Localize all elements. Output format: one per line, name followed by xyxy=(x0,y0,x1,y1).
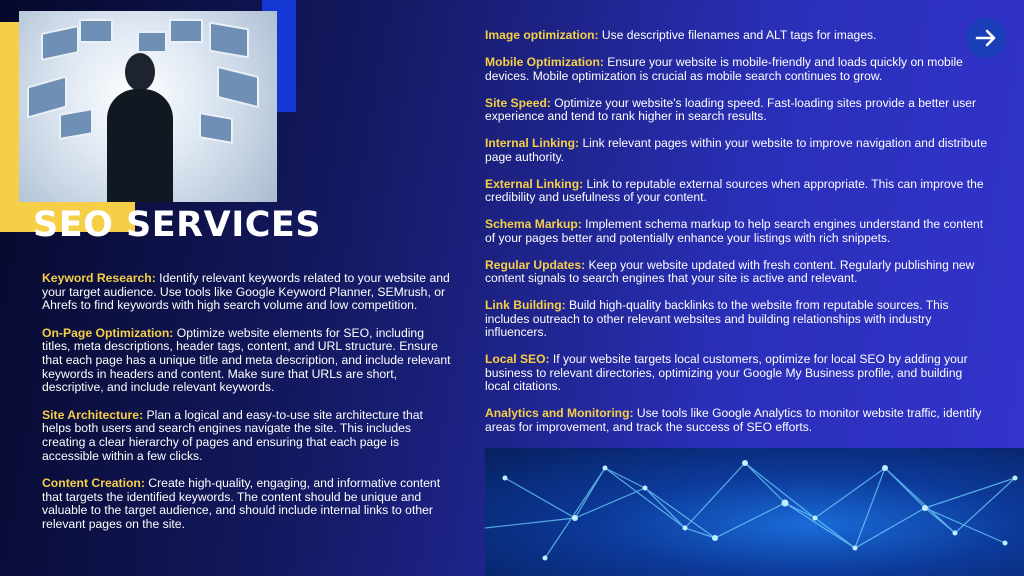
service-text: Link to reputable external sources when appropriate. This can improve the credibility and usefulness of your content. xyxy=(485,176,984,204)
service-label: Schema Markup: xyxy=(485,217,582,231)
service-text: Optimize your website's loading speed. Fast-loading sites provide a better user experience and tend to rank higher in search results. xyxy=(485,95,977,123)
service-text: Build high-quality backlinks to the website from reputable sources. This includes outreach to other relevant websites and building relationships with industry influencers. xyxy=(485,298,949,339)
page-title: SEO SERVICES xyxy=(33,205,322,245)
service-label: Site Speed: xyxy=(485,95,551,110)
service-label: Mobile Optimization: xyxy=(485,55,604,69)
network-graphic xyxy=(485,448,1024,576)
service-text: Identify relevant keywords related to your website and your target audience. Use tools like Google Keyword Planner, SEMrush, or Ahrefs to find keywords with high search volume and low competition. xyxy=(42,271,450,313)
next-slide-button[interactable] xyxy=(966,18,1006,58)
service-item xyxy=(485,97,990,124)
service-item xyxy=(485,29,990,43)
service-label: Image optimization: xyxy=(485,28,599,42)
service-item xyxy=(485,218,990,245)
service-label: On-Page Optimization: xyxy=(42,325,174,340)
service-label: Internal Linking: xyxy=(485,136,580,150)
service-label: Content Creation: xyxy=(42,476,145,491)
service-item xyxy=(485,299,990,340)
service-label: Regular Updates: xyxy=(485,257,586,272)
service-item xyxy=(42,409,452,463)
service-text: Ensure your website is mobile-friendly and loads quickly on mobile devices. Mobile optimization is crucial as mobile search continues to grow. xyxy=(485,55,963,83)
service-text: Optimize website elements for SEO, including titles, meta descriptions, header tags, content, and URL structure. Ensure that each page has a unique title and meta description, and include relevant keywords in headers and content. Make sure that URLs are short, descriptive, and include relevant keywords. xyxy=(42,325,451,395)
service-item xyxy=(485,353,990,394)
service-label: Link Building: xyxy=(485,298,566,312)
service-item xyxy=(485,178,990,205)
service-text: If your website targets local customers, optimize for local SEO by adding your business to relevant directories, optimizing your Google My Business profile, and building local citations. xyxy=(485,352,968,393)
service-text: Use descriptive filenames and ALT tags for images. xyxy=(598,28,877,42)
service-label: External Linking: xyxy=(485,176,584,191)
service-text: Keep your website updated with fresh content. Regularly publishing new content signals to search engines that your site is active and relevant. xyxy=(485,257,975,285)
service-label: Analytics and Monitoring: xyxy=(485,406,634,420)
service-item xyxy=(485,259,990,286)
right-column xyxy=(485,29,990,448)
hero-image xyxy=(19,11,277,202)
service-item xyxy=(42,327,452,395)
service-item xyxy=(42,477,452,531)
service-text: Implement schema markup to help search engines understand the content of your pages better and potentially enhance your listings with rich snippets. xyxy=(485,217,984,245)
service-item xyxy=(485,56,990,83)
service-text: Plan a logical and easy-to-use site architecture that helps both users and search engines navigate the site. This includes creating a clear hierarchy of pages and ensuring that each page is accessible within a few clicks. xyxy=(42,407,423,463)
service-text: Create high-quality, engaging, and informative content that targets the identified keywords. The content should be unique and valuable to the target audience, and should include internal links to other relevant pages on the site. xyxy=(42,476,441,531)
service-label: Keyword Research: xyxy=(42,271,156,285)
service-text: Link relevant pages within your website to improve navigation and distribute page authority. xyxy=(485,136,988,164)
service-item xyxy=(485,407,990,434)
service-label: Local SEO: xyxy=(485,352,550,366)
arrow-right-icon xyxy=(974,26,998,50)
service-item xyxy=(485,137,990,164)
left-column xyxy=(42,272,452,546)
person-body xyxy=(107,89,173,202)
service-item xyxy=(42,272,452,313)
service-text: Use tools like Google Analytics to monitor website traffic, identify areas for improvement, and track the success of SEO efforts. xyxy=(485,406,982,434)
network-image xyxy=(485,448,1024,576)
service-label: Site Architecture: xyxy=(42,407,144,422)
person-head xyxy=(125,53,155,91)
